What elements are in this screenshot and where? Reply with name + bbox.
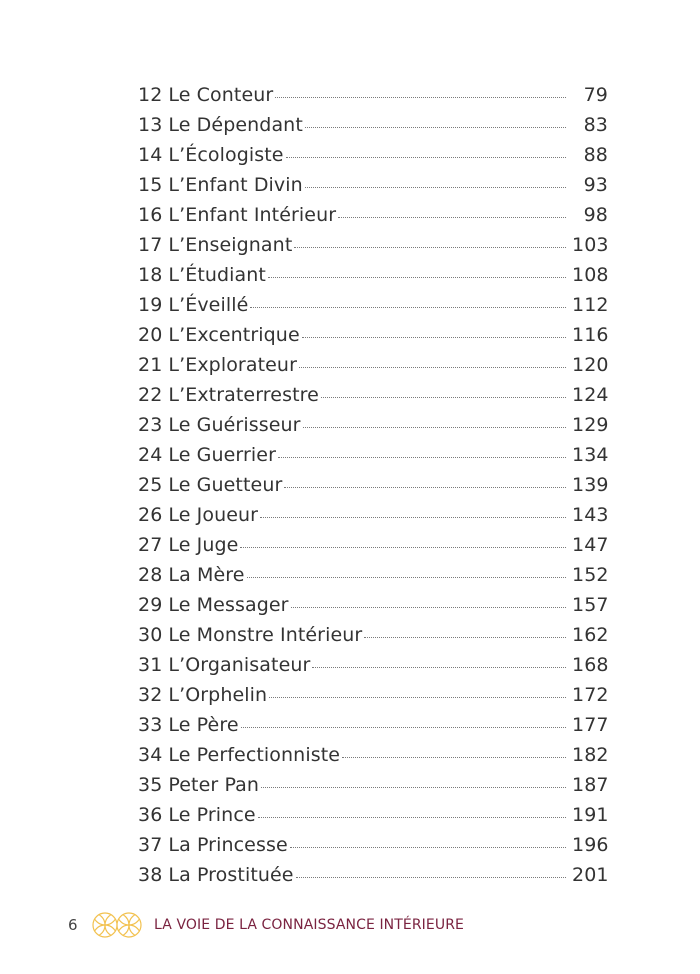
toc-entry-number: 20	[138, 324, 163, 346]
toc-entry-page: 108	[572, 264, 609, 286]
toc-entry-number: 31	[138, 654, 163, 676]
toc-entry-page: 88	[583, 144, 608, 166]
toc-entry-title: L’Extraterrestre	[168, 384, 319, 406]
toc-entry-number: 28	[138, 564, 163, 586]
toc-entry-number: 24	[138, 444, 163, 466]
toc-entry[interactable]	[138, 170, 608, 200]
toc-entry-title: L’Orphelin	[168, 684, 268, 706]
dot-leader	[275, 96, 566, 98]
toc-entry-page: 79	[583, 84, 608, 106]
toc-entry-title: La Prostituée	[168, 864, 294, 886]
toc-entry-title: Le Joueur	[168, 504, 259, 526]
dot-leader	[284, 486, 566, 488]
toc-entry-page: 93	[583, 174, 608, 196]
dot-leader	[321, 396, 566, 398]
toc-entry[interactable]	[138, 680, 608, 710]
toc-entry-page: 120	[572, 354, 609, 376]
toc-entry[interactable]	[138, 470, 608, 500]
toc-entry-page: 129	[572, 414, 609, 436]
dot-leader	[299, 366, 566, 368]
toc-entry[interactable]	[138, 650, 608, 680]
toc-entry-page: 124	[572, 384, 609, 406]
toc-entry-number: 35	[138, 774, 163, 796]
toc-entry-number: 22	[138, 384, 163, 406]
toc-entry[interactable]	[138, 290, 608, 320]
toc-entry-number: 34	[138, 744, 163, 766]
toc-entry-title: Le Conteur	[168, 84, 274, 106]
toc-entry[interactable]	[138, 740, 608, 770]
toc-entry-title: Le Guetteur	[168, 474, 283, 496]
toc-entry-title: L’Enseignant	[168, 234, 293, 256]
toc-entry[interactable]	[138, 830, 608, 860]
toc-entry-title: L’Enfant Intérieur	[168, 204, 337, 226]
dot-leader	[303, 426, 566, 428]
table-of-contents	[138, 80, 608, 890]
toc-entry-page: 182	[572, 744, 609, 766]
toc-entry-number: 26	[138, 504, 163, 526]
toc-entry-page: 83	[583, 114, 608, 136]
toc-entry-number: 27	[138, 534, 163, 556]
toc-entry-page: 103	[572, 234, 609, 256]
toc-entry[interactable]	[138, 320, 608, 350]
toc-entry-title: La Princesse	[168, 834, 288, 856]
toc-entry-number: 18	[138, 264, 163, 286]
toc-entry[interactable]	[138, 110, 608, 140]
toc-entry-title: Le Guérisseur	[168, 414, 301, 436]
toc-entry-title: Le Monstre Intérieur	[168, 624, 363, 646]
toc-entry-page: 139	[572, 474, 609, 496]
toc-entry-page: 177	[572, 714, 609, 736]
toc-entry-page: 143	[572, 504, 609, 526]
toc-entry[interactable]	[138, 530, 608, 560]
dot-leader	[342, 756, 566, 758]
toc-entry-page: 152	[572, 564, 609, 586]
toc-entry-number: 38	[138, 864, 163, 886]
toc-entry-number: 33	[138, 714, 163, 736]
toc-entry-title: Le Messager	[168, 594, 289, 616]
toc-entry-title: Le Perfectionniste	[168, 744, 341, 766]
dot-leader	[312, 666, 566, 668]
toc-entry-title: Le Dépendant	[168, 114, 303, 136]
toc-entry-number: 29	[138, 594, 163, 616]
toc-entry[interactable]	[138, 260, 608, 290]
dot-leader	[247, 576, 566, 578]
toc-entry-number: 12	[138, 84, 163, 106]
dot-leader	[296, 876, 566, 878]
toc-entry-number: 15	[138, 174, 163, 196]
toc-entry-title: La Mère	[168, 564, 245, 586]
toc-entry-number: 36	[138, 804, 163, 826]
toc-entry[interactable]	[138, 230, 608, 260]
dot-leader	[250, 306, 566, 308]
toc-entry-page: 134	[572, 444, 609, 466]
toc-entry[interactable]	[138, 350, 608, 380]
dot-leader	[258, 816, 566, 818]
dot-leader	[305, 126, 566, 128]
toc-entry-number: 30	[138, 624, 163, 646]
toc-entry[interactable]	[138, 560, 608, 590]
dot-leader	[305, 186, 566, 188]
toc-entry-number: 23	[138, 414, 163, 436]
dot-leader	[286, 156, 566, 158]
toc-entry-title: L’Enfant Divin	[168, 174, 303, 196]
dot-leader	[278, 456, 566, 458]
toc-entry-page: 162	[572, 624, 609, 646]
dot-leader	[260, 516, 566, 518]
toc-entry[interactable]	[138, 80, 608, 110]
toc-entry-number: 37	[138, 834, 163, 856]
dot-leader	[290, 846, 566, 848]
toc-entry-title: Peter Pan	[168, 774, 260, 796]
toc-entry[interactable]	[138, 140, 608, 170]
toc-entry-number: 32	[138, 684, 163, 706]
toc-entry[interactable]	[138, 410, 608, 440]
dot-leader	[302, 336, 566, 338]
page-number: 6	[68, 916, 78, 934]
toc-entry-page: 112	[572, 294, 609, 316]
dot-leader	[294, 246, 566, 248]
dot-leader	[338, 216, 566, 218]
toc-entry[interactable]	[138, 380, 608, 410]
toc-entry-page: 201	[572, 864, 609, 886]
toc-entry-title: L’Explorateur	[168, 354, 297, 376]
dot-leader	[241, 726, 566, 728]
toc-entry-title: Le Père	[168, 714, 239, 736]
toc-entry-number: 19	[138, 294, 163, 316]
dot-leader	[261, 786, 566, 788]
toc-entry[interactable]	[138, 200, 608, 230]
interlocking-circles-icon	[91, 910, 143, 940]
toc-entry-page: 172	[572, 684, 609, 706]
toc-entry[interactable]	[138, 620, 608, 650]
book-title: LA VOIE DE LA CONNAISSANCE INTÉRIEURE	[154, 917, 464, 933]
toc-entry-page: 196	[572, 834, 609, 856]
toc-entry[interactable]	[138, 800, 608, 830]
toc-entry-number: 14	[138, 144, 163, 166]
toc-entry-title: L’Excentrique	[168, 324, 300, 346]
toc-entry-page: 168	[572, 654, 609, 676]
toc-entry[interactable]	[138, 590, 608, 620]
toc-entry-page: 157	[572, 594, 609, 616]
toc-entry-title: Le Juge	[168, 534, 239, 556]
dot-leader	[268, 276, 566, 278]
toc-entry-title: L’Éveillé	[168, 294, 249, 316]
toc-entry-title: L’Organisateur	[168, 654, 311, 676]
toc-entry-title: L’Écologiste	[168, 144, 284, 166]
toc-entry[interactable]	[138, 770, 608, 800]
dot-leader	[240, 546, 566, 548]
toc-entry-number: 16	[138, 204, 163, 226]
toc-entry-page: 147	[572, 534, 609, 556]
toc-entry[interactable]	[138, 710, 608, 740]
page-footer	[68, 910, 464, 940]
toc-entry-title: Le Prince	[168, 804, 256, 826]
dot-leader	[364, 636, 566, 638]
toc-entry[interactable]	[138, 440, 608, 470]
toc-entry-page: 187	[572, 774, 609, 796]
dot-leader	[291, 606, 566, 608]
toc-entry-page: 98	[583, 204, 608, 226]
dot-leader	[269, 696, 566, 698]
toc-entry-number: 17	[138, 234, 163, 256]
toc-entry-number: 25	[138, 474, 163, 496]
toc-entry-page: 191	[572, 804, 609, 826]
toc-entry[interactable]	[138, 860, 608, 890]
toc-entry-title: Le Guerrier	[168, 444, 276, 466]
toc-entry-number: 21	[138, 354, 163, 376]
toc-entry-number: 13	[138, 114, 163, 136]
toc-entry-title: L’Étudiant	[168, 264, 266, 286]
toc-entry-page: 116	[572, 324, 609, 346]
toc-entry[interactable]	[138, 500, 608, 530]
